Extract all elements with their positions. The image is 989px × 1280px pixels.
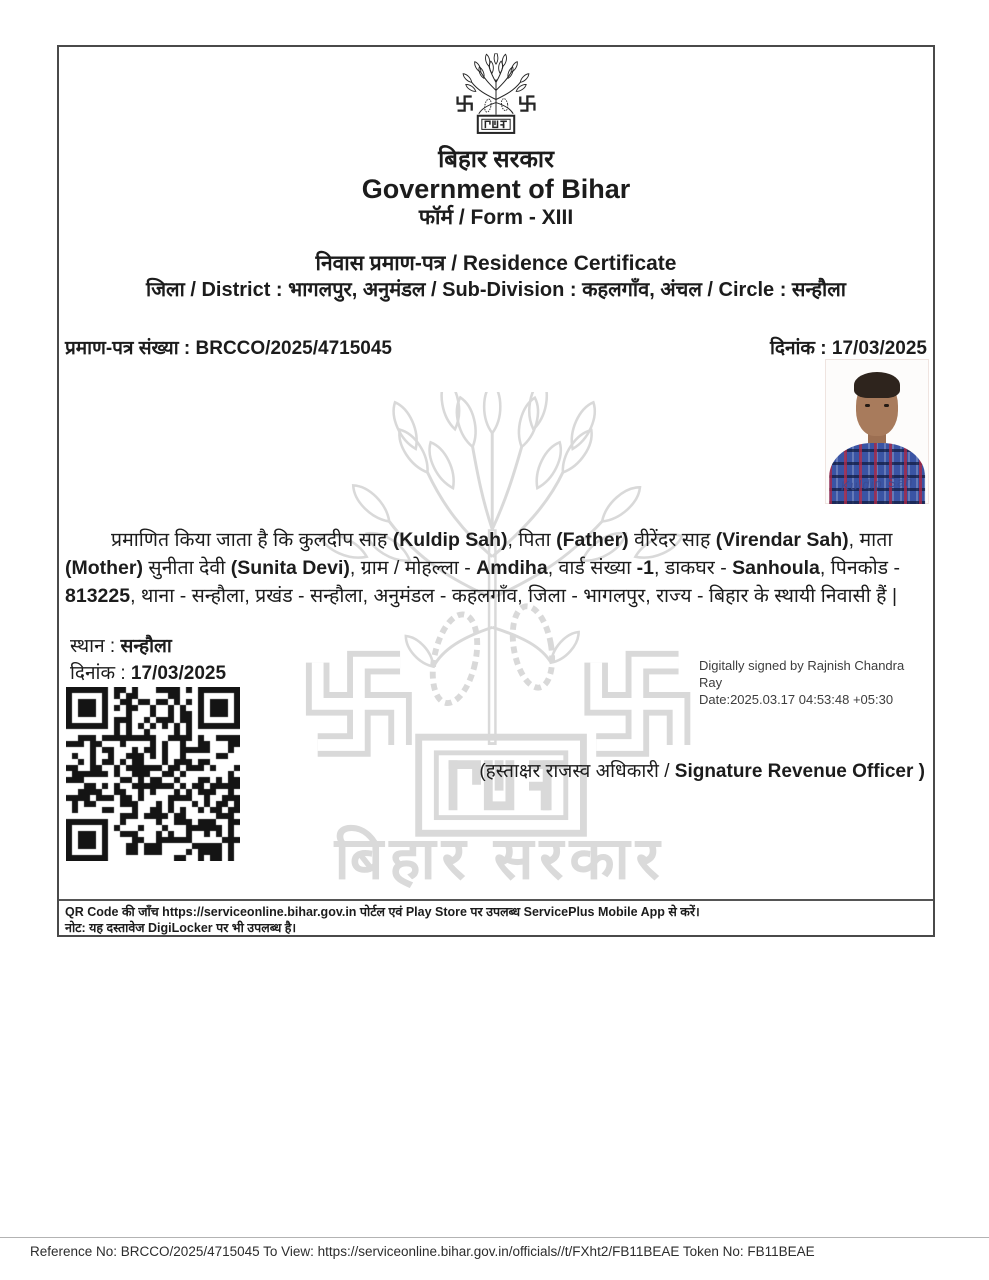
photo-eyes bbox=[864, 404, 890, 407]
digital-signature-line2: Date:2025.03.17 04:53:48 +05:30 bbox=[699, 692, 894, 707]
place-line bbox=[70, 633, 226, 660]
qr-note-line1: QR Code की जाँच https://serviceonline.bihar.gov.in पोर्टल एवं Play Store पर उपलब्ध ServicePlus Mobile App से करें। bbox=[65, 905, 700, 919]
bihar-emblem-watermark bbox=[302, 392, 706, 897]
photo-signature-overlay: Kuldip Sah bbox=[840, 473, 914, 494]
certificate-title-block bbox=[59, 251, 933, 303]
certificate-frame bbox=[57, 45, 935, 937]
form-number: फॉर्म / Form - XIII bbox=[418, 206, 574, 229]
district-subdivision-circle-line: जिला / District : भागलपुर, अनुमंडल / Sub-Division : कहलगाँव, अंचल / Circle : सन्हौला bbox=[146, 279, 846, 301]
certificate-date-value: 17/03/2025 bbox=[831, 338, 927, 359]
place-date-block bbox=[70, 633, 226, 687]
place-label: स्थान : bbox=[70, 636, 116, 657]
watermark-text: बिहार सरकार bbox=[334, 826, 666, 892]
qr-verification-notes bbox=[65, 904, 927, 936]
page-footer-separator bbox=[0, 1237, 989, 1238]
signature-officer-label bbox=[479, 757, 925, 783]
certificate-date-label: दिनांक : bbox=[769, 338, 827, 359]
digital-signature-block bbox=[699, 657, 923, 708]
certificate-title: निवास प्रमाण-पत्र / Residence Certificate bbox=[315, 252, 677, 275]
certificate-number-label: प्रमाण-पत्र संख्या : bbox=[65, 338, 191, 359]
applicant-photo bbox=[825, 359, 929, 504]
bihar-government-emblem-icon bbox=[437, 53, 555, 139]
certificate-body-text: प्रमाणित किया जाता है कि कुलदीप साह (Kuldip Sah), पिता (Father) वीरेंदर साह (Virendar Sah), माता (Mother) सुनीता देवी (Sunita Devi), ग्राम / मोहल्ला - Amdiha, वार्ड संख्या -1, डाकघर - Sanhoula, पिनकोड - 813225, थाना - सन्हौला, प्रखंड - सन्हौला, अनुमंडल - कहलगाँव, जिला - भागलपुर, राज्य - बिहार के स्थायी निवासी हैं | bbox=[65, 529, 901, 607]
certificate-number-value: BRCCO/2025/4715045 bbox=[195, 338, 392, 359]
date-label: दिनांक : bbox=[70, 663, 126, 684]
certificate-date bbox=[770, 334, 927, 360]
certificate-header bbox=[59, 47, 933, 230]
org-name-hindi: बिहार सरकार bbox=[438, 146, 554, 173]
digital-signature-line1: Digitally signed by Rajnish Chandra Ray bbox=[699, 658, 905, 690]
qr-code-canvas bbox=[66, 687, 240, 861]
signature-label-english: Signature Revenue Officer ) bbox=[674, 761, 925, 782]
date-line bbox=[70, 660, 226, 687]
qr-code bbox=[66, 687, 240, 861]
date-value: 17/03/2025 bbox=[130, 663, 227, 684]
reference-line: Reference No: BRCCO/2025/4715045 To View: https://serviceonline.bihar.gov.in/officials//t/FXht2/FB11BEAE Token No: FB11BEAE bbox=[30, 1244, 815, 1259]
footer-separator bbox=[59, 899, 933, 901]
signature-label-hindi: (हस्ताक्षर राजस्व अधिकारी / bbox=[479, 761, 675, 782]
place-value: सन्हौला bbox=[120, 636, 172, 657]
photo-hair bbox=[854, 372, 900, 398]
certificate-number bbox=[65, 334, 392, 360]
certificate-meta-row bbox=[65, 334, 927, 360]
org-name-english: Government of Bihar bbox=[361, 174, 631, 204]
qr-note-line2: नोट: यह दस्तावेज DigiLocker पर भी उपलब्ध है। bbox=[65, 921, 297, 935]
